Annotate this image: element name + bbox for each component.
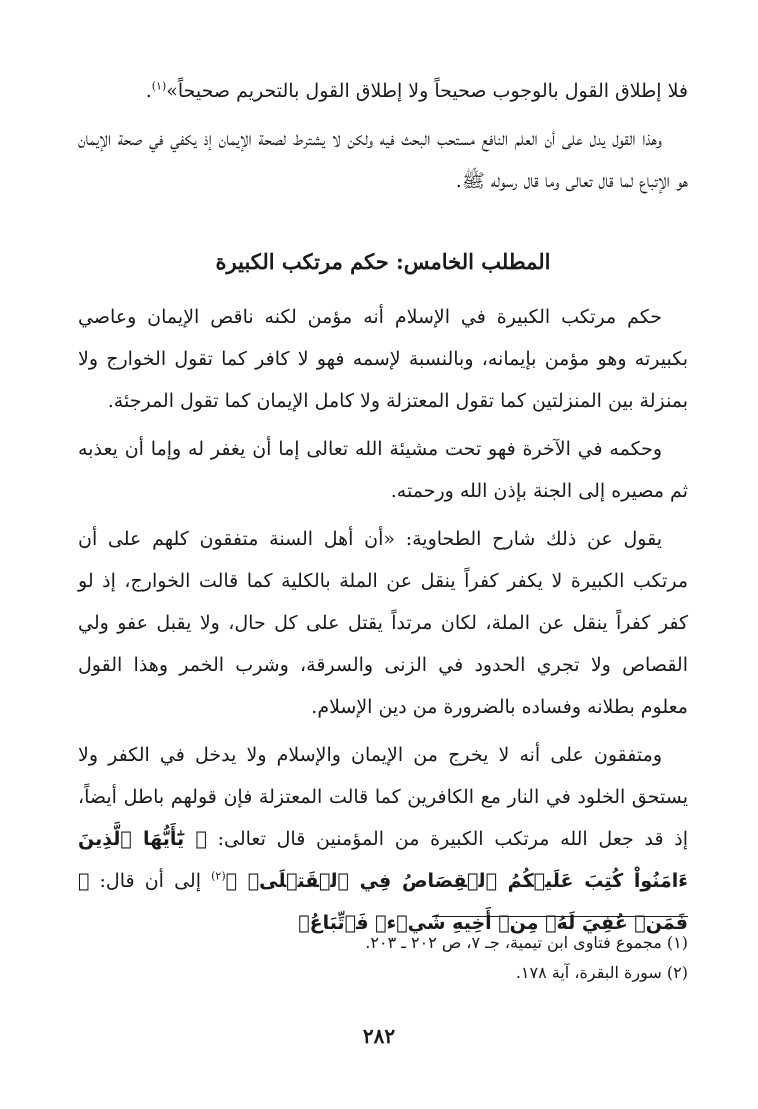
paragraph-1-text: فلا إطلاق القول بالوجوب صحيحاً ولا إطلاق القول بالتحريم صحيحاً» bbox=[166, 80, 688, 102]
quran-verse-1: ﴿ يَٰٓأَيُّهَا ٱلَّذِينَ ءَامَنُواْ كُتِبَ عَلَيۡكُمُ ٱلۡقِصَاصُ فِي ٱلۡقَتۡلَىۖ ﴾ bbox=[78, 828, 688, 892]
footnote-ref-1[interactable]: (١) bbox=[151, 79, 167, 93]
paragraph-6-text: ومتفقون على أنه لا يخرج من الإيمان والإسلام ولا يدخل في الكفر ولا يستحق الخلود في النار مع الكافرين كما قالت المعتزلة فإن قولهم باطل أيضاً، إذ قد جعل الله مرتكب الكبيرة من المؤمنين قال تعالى: bbox=[78, 744, 689, 850]
footnote-1: (١) مجموع فتاوى ابن تيمية، جـ ٧، ص ٢٠٢ ـ ٢٠٣. bbox=[365, 933, 688, 952]
footnotes bbox=[78, 928, 688, 988]
section-heading: المطلب الخامس: حكم مرتكب الكبيرة bbox=[215, 249, 551, 274]
page-body bbox=[78, 70, 688, 944]
page-number: ٢٨٢ bbox=[362, 1024, 396, 1048]
paragraph-4: وحكمه في الآخرة فهو تحت مشيئة الله تعالى إما أن يغفر له وإما أن يعذبه ثم مصيره إلى الجنة بإذن الله ورحمته. bbox=[78, 438, 688, 502]
footnote-2: (٢) سورة البقرة، آية ١٧٨. bbox=[515, 963, 688, 982]
paragraph-6-transition: إلى أن قال: bbox=[99, 870, 201, 892]
paragraph-6 bbox=[78, 734, 688, 944]
paragraph-3: حكم مرتكب الكبيرة في الإسلام أنه مؤمن لكنه ناقص الإيمان وعاصي بكبيرته وهو مؤمن بإيمانه، وبالنسبة لإسمه فهو لا كافر كما تقول الخوارج ولا بمنزلة بين المنزلتين كما تقول المعتزلة ولا كامل الإيمان كما تقول المرجئة. bbox=[78, 306, 688, 412]
paragraph-1 bbox=[78, 70, 688, 112]
paragraph-5: يقول عن ذلك شارح الطحاوية: «أن أهل السنة متفقون كلهم على أن مرتكب الكبيرة لا يكفر كفراً ينقل عن الملة بالكلية كما قالت الخوارج، إذ لو كفر كفراً ينقل عن الملة، لكان مرتداً يقتل على كل حال، ولا يقبل عفو ولي القصاص ولا تجري الحدود في الزنى والسرقة، وشرب الخمر وهذا القول معلوم بطلانه وفساده بالضرورة من دين الإسلام. bbox=[78, 528, 688, 718]
quran-verse-2: ﴿ فَمَنۡ عُفِيَ لَهُۥ مِنۡ أَخِيهِ شَيۡءٞ فَٱتِّبَاعُۢ bbox=[78, 870, 688, 934]
footnote-ref-2[interactable]: (٢) bbox=[211, 869, 226, 883]
paragraph-2: وهذا القول يدل على أن العلم النافع مستحب البحث فيه ولكن لا يشترط لصحة الإيمان إذ يكفي في صحة الإيمان هو الإتباع لما قال تعالى وما قال رسوله ﷺ. bbox=[78, 128, 688, 192]
footnote-divider bbox=[432, 916, 688, 917]
paragraph-1-end: . bbox=[145, 80, 152, 102]
